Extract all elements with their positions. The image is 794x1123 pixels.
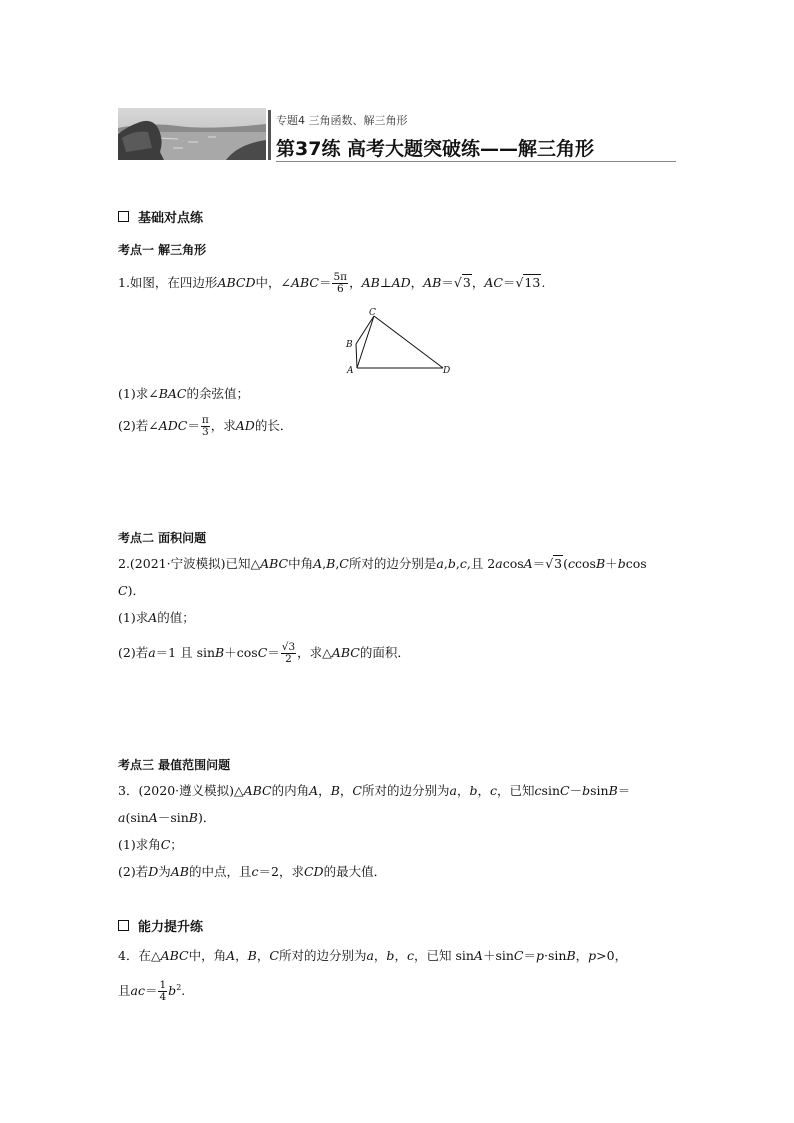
- section-basic-heading: [118, 207, 203, 226]
- fraction-5pi-over-6: $\frac{5\pi}{6}$: [333, 271, 348, 296]
- question-2-part-1: (1)求A的值；: [118, 610, 195, 625]
- sqrt-3: √3: [453, 275, 471, 291]
- fraction-1-over-4: $\frac{1}{4}$: [159, 979, 167, 1004]
- vertex-label-d: D: [443, 366, 451, 376]
- header-banner-image: [118, 108, 266, 160]
- section-advanced-heading: [118, 916, 203, 935]
- topic-label: 专题4 三角函数、解三角形: [276, 114, 408, 127]
- sqrt-13: √13: [515, 275, 541, 291]
- kaodian-2-heading: 考点二 面积问题: [118, 531, 207, 545]
- section-basic-title: 基础对点练: [138, 211, 204, 226]
- title-underline: [276, 161, 676, 162]
- fraction-sqrt3-over-2: $\frac{√3}{2}$: [281, 641, 296, 666]
- page-title: 第37练 高考大题突破练——解三角形: [276, 138, 595, 160]
- kaodian-3-heading: 考点三 最值范围问题: [118, 758, 231, 772]
- question-3-part-2: (2)若D为AB的中点，且c＝2，求CD的最大值．: [118, 864, 387, 879]
- vertex-label-c: C: [369, 308, 376, 318]
- question-3-stem-line-1: 3．(2020·遵义模拟)△ABC的内角A，B，C所对的边分别为a，b，c，已知csinC－bsinB＝: [118, 783, 631, 798]
- vertex-label-a: A: [347, 366, 354, 376]
- question-2-part-2: (2)若a＝1 且 sinB＋cosC＝ $\frac{√3}{2}$ ，求△ABC的面积．: [118, 641, 410, 666]
- sqrt-3: √3: [545, 556, 563, 571]
- kaodian-1-heading: 考点一 解三角形: [118, 243, 207, 257]
- question-3-stem-line-2: a(sinA－sinB)．: [118, 810, 216, 825]
- question-1-stem: 1.如图，在四边形ABCD中，∠ABC＝ $\frac{5\pi}{6}$ ，AB⊥AD，AB＝√3，AC＝√13.: [118, 271, 546, 296]
- header-divider-bar: [268, 110, 271, 160]
- question-1-part-2: (2)若∠ADC＝ $\frac{\pi}{3}$ ，求AD的长．: [118, 414, 293, 439]
- section-advanced-title: 能力提升练: [138, 920, 204, 935]
- question-3-part-1: (1)求角C；: [118, 837, 183, 852]
- checkbox-square-icon: [118, 211, 129, 222]
- question-2-stem-line-2: C)．: [118, 583, 145, 598]
- question-2-stem-line-1: 2.(2021·宁波模拟)已知△ABC中角A,B,C所对的边分别是a,b,c,且 2acosA＝√3(ccosB＋bcos: [118, 556, 647, 571]
- question-4-stem-line-2: 且ac＝ $\frac{1}{4}$ $b^2$.: [118, 979, 186, 1004]
- fraction-pi-over-3: $\frac{\pi}{3}$: [201, 414, 209, 439]
- quadrilateral-abcd-figure: [340, 305, 460, 377]
- question-4-stem-line-1: 4．在△ABC中，角A，B，C所对的边分别为a，b，c，已知 sinA＋sinC＝p·sinB，p>0，: [118, 948, 628, 963]
- checkbox-square-icon: [118, 920, 129, 931]
- question-1-part-1: (1)求∠BAC的余弦值；: [118, 386, 249, 401]
- vertex-label-b: B: [346, 340, 353, 350]
